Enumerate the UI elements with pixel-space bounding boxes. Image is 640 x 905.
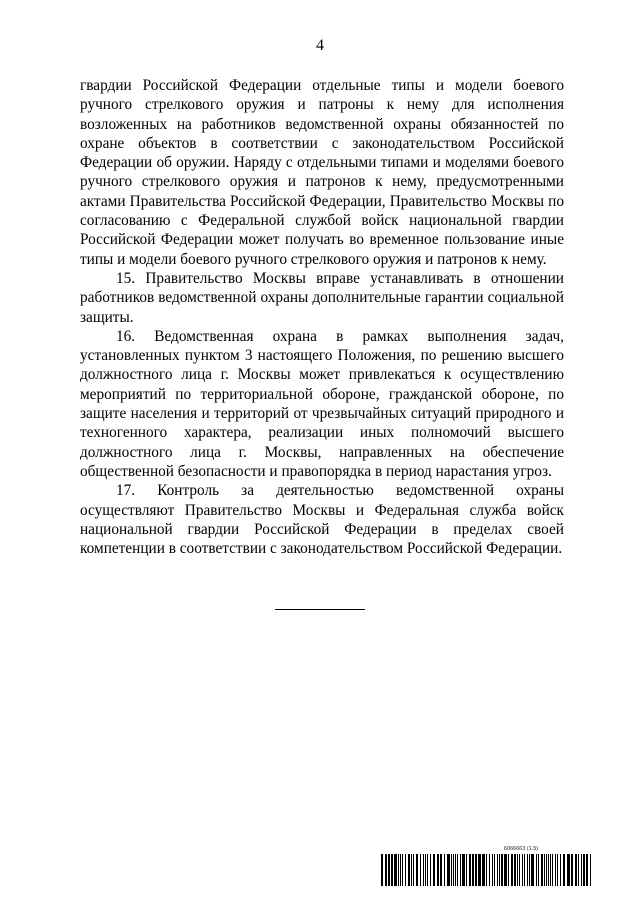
paragraph-17: 17. Контроль за деятельностью ведомственной охраны осуществляют Правительство Москвы и Федеральная служба войск национальной гвардии Российской Федерации в пределах своей компетенции в соответствии с законодательством Российской Федерации.: [80, 482, 564, 558]
document-code: 6066663 (1.5): [503, 846, 539, 852]
paragraph-16: 16. Ведомственная охрана в рамках выполнения задач, установленных пунктом 3 настоящего Положения, по решению высшего должностного лица г. Москвы может привлекаться к осуществлению мероприятий по территориальной обороне, гражданской обороне, по защите населения и территорий от чрезвычайных ситуаций природного и техногенного характера, реализации иных полномочий высшего должностного лица г. Москвы, направленных на обеспечение общественной безопасности и правопорядка в период нарастания угроз.: [80, 327, 564, 480]
barcode-icon: [381, 854, 592, 886]
document-body: [80, 76, 564, 558]
page-number: 4: [316, 37, 324, 54]
paragraph-15: 15. Правительство Москвы вправе устанавливать в отношении работников ведомственной охраны дополнительные гарантии социальной защиты.: [80, 269, 564, 326]
end-separator-line: [275, 609, 365, 610]
paragraph-continuation: гвардии Российской Федерации отдельные типы и модели боевого ручного стрелкового оружия и патроны к нему для исполнения возложенных на работников ведомственной охраны обязанностей по охране объектов в соответствии с законодательством Российской Федерации об оружии. Наряду с отдельными типами и моделями боевого ручного стрелкового оружия и патронов к нему, предусмотренными актами Правительства Российской Федерации, Правительство Москвы по согласованию с Федеральной службой войск национальной гвардии Российской Федерации может получать во временное пользование иные типы и модели боевого ручного стрелкового оружия и патронов к нему.: [80, 77, 564, 268]
